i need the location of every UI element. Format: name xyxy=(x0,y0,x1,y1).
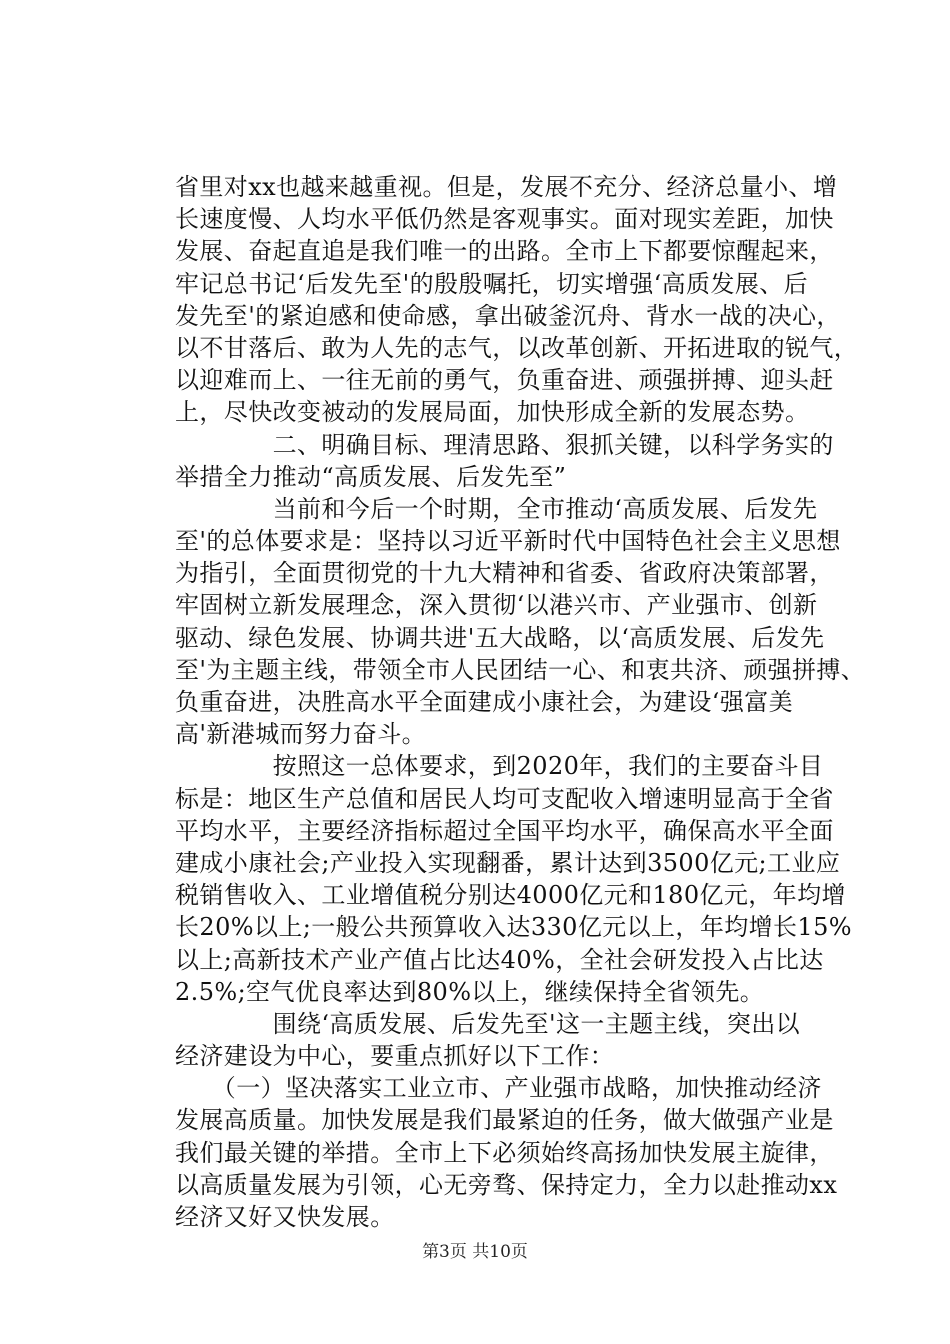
text-line: 2.5%;空气优良率达到80%以上，继续保持全省领先。 xyxy=(175,977,765,1006)
page-number-footer: 第3页 共10页 xyxy=(422,1242,528,1262)
text-line: 平均水平，主要经济指标超过全国平均水平，确保高水平全面 xyxy=(175,816,834,845)
text-line: 税销售收入、工业增值税分别达4000亿元和180亿元，年均增 xyxy=(175,881,846,910)
text-line: 至'的总体要求是：坚持以习近平新时代中国特色社会主义思想 xyxy=(175,527,841,556)
text-line: 长20%以上;一般公共预算收入达330亿元以上，年均增长15% xyxy=(175,913,852,942)
text-line: 高'新港城而努力奋斗。 xyxy=(175,720,426,749)
text-line: 以上;高新技术产业产值占比达40%，全社会研发投入占比达 xyxy=(175,945,824,974)
text-line: 牢固树立新发展理念，深入贯彻‘以港兴市、产业强市、创新 xyxy=(175,591,818,620)
text-line: 上，尽快改变被动的发展局面，加快形成全新的发展态势。 xyxy=(175,398,810,427)
section-heading-line: 举措全力推动“高质发展、后发先至” xyxy=(175,462,567,491)
text-line: 当前和今后一个时期，全市推动‘高质发展、后发先 xyxy=(175,494,818,523)
text-line: 标是：地区生产总值和居民人均可支配收入增速明显高于全省 xyxy=(175,784,834,813)
text-line: 经济建设为中心，要重点抓好以下工作： xyxy=(175,1042,615,1071)
section-heading-line: 二、明确目标、理清思路、狠抓关键，以科学务实的 xyxy=(175,430,834,459)
text-line: 建成小康社会;产业投入实现翻番，累计达到3500亿元;工业应 xyxy=(175,848,841,877)
text-line: （一）坚决落实工业立市、产业强市战略，加快推动经济 xyxy=(175,1074,822,1103)
text-line: 围绕‘高质发展、后发先至'这一主题主线，突出以 xyxy=(175,1009,801,1038)
text-line: 负重奋进，决胜高水平全面建成小康社会，为建设‘强富美 xyxy=(175,688,794,716)
text-line: 我们最关键的举措。全市上下必须始终高扬加快发展主旋律， xyxy=(175,1138,834,1167)
document-body xyxy=(175,171,866,1233)
text-line: 发展、奋起直追是我们唯一的出路。全市上下都要惊醒起来， xyxy=(175,237,834,266)
text-line: 发展高质量。加快发展是我们最紧迫的任务，做大做强产业是 xyxy=(175,1106,834,1135)
text-line: 驱动、绿色发展、协调共进'五大战略，以‘高质发展、后发先 xyxy=(175,623,825,652)
text-line: 经济又好又快发展。 xyxy=(175,1203,395,1231)
text-line: 按照这一总体要求，到2020年，我们的主要奋斗目 xyxy=(175,752,824,781)
text-line: 长速度慢、人均水平低仍然是客观事实。面对现实差距，加快 xyxy=(175,205,834,234)
text-line: 发先至'的紧迫感和使命感，拿出破釜沉舟、背水一战的决心， xyxy=(175,301,841,330)
text-line: 为指引，全面贯彻党的十九大精神和省委、省政府决策部署， xyxy=(175,559,834,588)
text-line: 牢记总书记‘后发先至'的殷殷嘱托，切实增强‘高质发展、后 xyxy=(175,269,809,298)
text-line: 以不甘落后、敢为人先的志气，以改革创新、开拓进取的锐气， xyxy=(175,333,859,362)
text-line: 以高质量发展为引领，心无旁骛、保持定力，全力以赴推动xx xyxy=(175,1170,838,1199)
text-line: 以迎难而上、一往无前的勇气，负重奋进、顽强拼搏、迎头赶 xyxy=(175,366,834,395)
text-line: 省里对xx也越来越重视。但是，发展不充分、经济总量小、增 xyxy=(175,173,838,201)
text-line: 至'为主题主线，带领全市人民团结一心、和衷共济、顽强拼搏、 xyxy=(175,655,866,684)
